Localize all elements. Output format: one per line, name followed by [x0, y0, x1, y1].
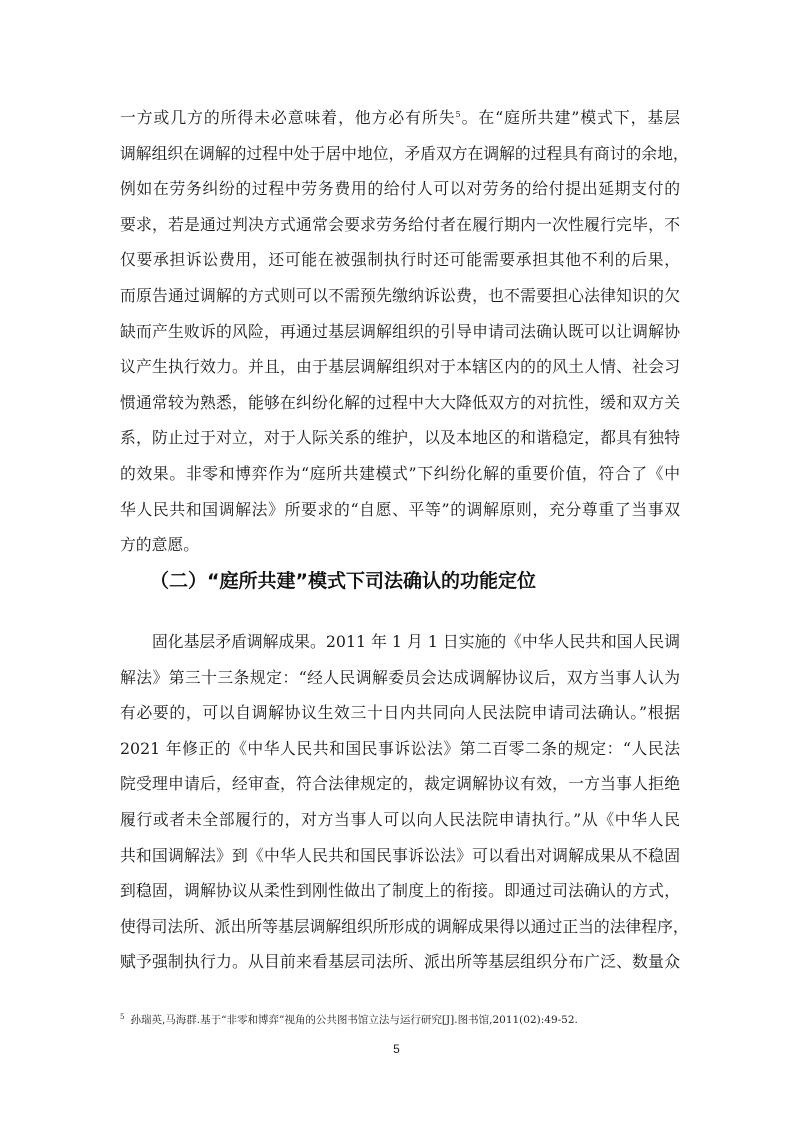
- paragraph-1-line: 而原告通过调解的方式则可以不需预先缴纳诉讼费，也不需要担心法律知识的欠: [120, 285, 680, 305]
- footnote: [120, 1012, 680, 1027]
- paragraph-2-line: 固化基层矛盾调解成果。2011 年 1 月 1 日实施的《中华人民共和国人民调: [152, 632, 680, 651]
- paragraph-2-line: 院受理申请后，经审查，符合法律规定的，裁定调解协议有效，一方当事人拒绝: [120, 774, 680, 794]
- footnote-mark: 5: [120, 1013, 125, 1021]
- paragraph-1-line-1: [120, 100, 680, 136]
- paragraph-1-line: 要求，若是通过判决方式通常会要求劳务给付者在履行期内一次性履行完毕，不: [120, 214, 680, 234]
- footnote-text: 孙瑞英,马海群.基于“非零和博弈”视角的公共图书馆立法与运行研究[J].图书馆,2011(02):49-52.: [130, 1014, 578, 1026]
- paragraph-2-line: 使得司法所、派出所等基层调解组织所形成的调解成果得以通过正当的法律程序，: [120, 916, 689, 936]
- paragraph-1-line: 议产生执行效力。并且，由于基层调解组织对于本辖区内的的风土人情、社会习: [120, 357, 680, 377]
- paragraph-1-line-1-tail: 。在“庭所共建”模式下，基层: [460, 108, 680, 127]
- paragraph-2-line: 赋予强制执行力。从目前来看基层司法所、派出所等基层组织分布广泛、数量众: [120, 952, 680, 972]
- paragraph-2-line: 共和国调解法》到《中华人民共和国民事诉讼法》可以看出对调解成果从不稳固: [120, 845, 680, 865]
- paragraph-1-line: 调解组织在调解的过程中处于居中地位，矛盾双方在调解的过程具有商讨的余地，: [120, 143, 689, 163]
- paragraph-1-line: 系，防止过于对立，对于人际关系的维护，以及本地区的和谐稳定，都具有独特: [120, 428, 680, 448]
- paragraph-2-line: 解法》第三十三条规定：“经人民调解委员会达成调解协议后，双方当事人认为: [120, 667, 680, 687]
- paragraph-1-line: 的效果。非零和博弈作为“庭所共建模式”下纠纷化解的重要价值，符合了《中: [120, 463, 680, 483]
- paragraph-2: [120, 624, 689, 980]
- page-number: 5: [393, 1042, 400, 1056]
- paragraph-2-line: 有必要的，可以自调解协议生效三十日内共同向人民法院申请司法确认。”根据: [120, 703, 680, 723]
- paragraph-2-line: 2021 年修正的《中华人民共和国民事诉讼法》第二百零二条的规定：“人民法: [120, 738, 680, 758]
- paragraph-2-line: 履行或者未全部履行的，对方当事人可以向人民法院申请执行。”从《中华人民: [120, 809, 680, 829]
- section-heading: （二）“庭所共建”模式下司法确认的功能定位: [150, 570, 536, 592]
- paragraph-1-line: 华人民共和国调解法》所要求的“自愿、平等”的调解原则，充分尊重了当事双: [120, 499, 680, 519]
- paragraph-1-line-1-text: 一方或几方的所得未必意味着，他方必有所失: [120, 108, 456, 127]
- footnote-reference[interactable]: 5: [455, 110, 461, 119]
- paragraph-1-line: 惯通常较为熟悉，能够在纠纷化解的过程中大大降低双方的对抗性，缓和双方关: [120, 392, 680, 412]
- paragraph-1-line: 例如在劳务纠纷的过程中劳务费用的给付人可以对劳务的给付提出延期支付的: [120, 179, 680, 199]
- paragraph-2-line: 到稳固，调解协议从柔性到刚性做出了制度上的衔接。即通过司法确认的方式，: [120, 881, 680, 901]
- paragraph-1-line: 缺而产生败诉的风险，再通过基层调解组织的引导申请司法确认既可以让调解协: [120, 321, 680, 341]
- paragraph-1-line: 仅要承担诉讼费用，还可能在被强制执行时还可能需要承担其他不利的后果，: [120, 250, 680, 270]
- paragraph-1-line: 方的意愿。: [120, 535, 199, 555]
- paragraph-1: [120, 100, 689, 563]
